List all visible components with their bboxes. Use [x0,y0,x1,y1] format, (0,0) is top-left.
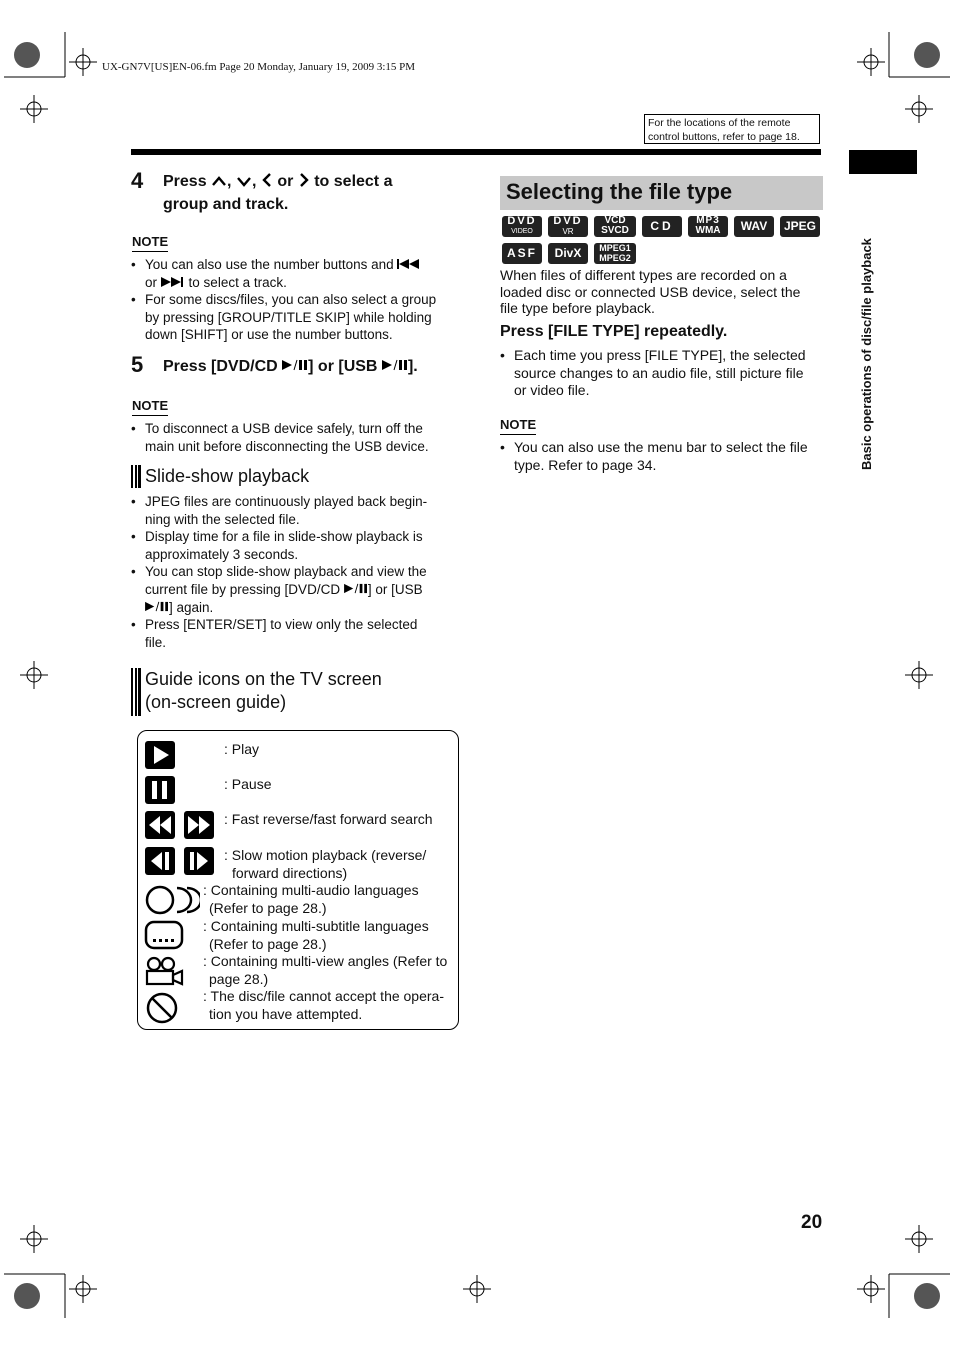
asf-badge: ASF [502,243,542,264]
page-number: 20 [801,1212,823,1233]
list-text: Display time for a file in slide-show playback is [145,529,423,545]
ref-line: For the locations of the remote [648,117,791,129]
badge-text: VR [562,227,574,236]
subtitle-icon [144,920,186,950]
divx-badge: DivX [548,243,588,264]
step-text: Press [DVD/CD [163,358,278,375]
guide-text-line: : Containing multi-view angles (Refer to [203,953,448,969]
note-text: You can also use the menu bar to select the file [514,439,808,455]
badge-text: MPEG1 [599,243,631,253]
list-text: ] again. [169,599,214,615]
step-text: ] or [USB [308,358,378,375]
step-4-text [163,170,463,216]
note-heading: NOTE [132,234,168,252]
step-text: to select a [314,173,393,190]
guide-text-line: : The disc/file cannot accept the opera- [203,988,444,1004]
heading-bars [131,668,141,716]
skip-back-icon [397,259,421,269]
list-item [131,616,461,651]
wav-badge: WAV [734,216,774,237]
note-text: You can also use the number buttons and [145,257,394,272]
remote-reference-box [644,114,820,144]
heading-bars [131,465,141,488]
jpeg-badge: JPEG [780,216,820,237]
list-text: You can stop slide-show playback and view the [145,564,427,580]
guide-text: : Play [224,741,260,757]
play-pause-icon [145,601,169,612]
dvd-video-badge [502,216,542,237]
fast-forward-icon [183,810,217,840]
section-heading [131,465,309,488]
guide-text-line: forward directions) [232,864,348,881]
badge-text: SVCD [601,225,629,236]
play-pause-icon [344,583,368,594]
guide-text [203,953,447,988]
note-text: type. Refer to page 34. [514,456,657,473]
note-text: by pressing [GROUP/TITLE SKIP] while holding [145,309,432,325]
mp3-badge [688,216,728,237]
side-tab-label-wrap [859,180,881,470]
slow-reverse-icon [144,846,178,876]
note-text: to select a track. [188,274,287,290]
list-text: JPEG files are continuously played back begin- [145,494,428,509]
slideshow-list [131,493,461,651]
up-arrow-icon [211,175,227,187]
badge-text: DVD [507,215,537,227]
left-arrow-icon [261,172,273,188]
dvd-vr-badge [548,216,588,237]
guide-text [203,988,444,1023]
list-item [131,563,461,616]
guide-text-line: (Refer to page 28.) [209,935,327,952]
slow-forward-icon [183,846,217,876]
guide-text-line: page 28.) [209,970,269,987]
guide-text [224,847,426,882]
list-text: or video file. [514,382,590,398]
list-item [131,528,461,563]
list-text: source changes to an audio file, still picture file [514,364,804,381]
intro-text: file type before playback. [500,300,655,316]
file-type-badges [500,216,823,266]
note-item [500,439,830,474]
side-tab-marker [849,150,917,174]
heading-text: (on-screen guide) [145,692,287,712]
guide-text: : Fast reverse/fast forward search [224,811,433,827]
cd-badge: CD [642,216,682,237]
guide-text-line: : Slow motion playback (reverse/ [224,847,427,863]
intro-text: When files of different types are recorded on a [500,267,787,283]
step-text: ]. [407,358,418,375]
top-rule [131,149,821,155]
note-item [131,420,461,455]
list-item [131,493,461,528]
vcd-badge [594,216,636,237]
filetype-heading: Selecting the file type [500,176,823,210]
comma: , [251,173,257,190]
comma: , [227,173,232,190]
guide-text-line: : Containing multi-audio languages [203,882,419,898]
guide-text-line: : Containing multi-subtitle languages [203,918,429,934]
list-text: approximately 3 seconds. [145,546,299,562]
step-text: or [277,173,294,190]
mpeg-badge [594,243,636,264]
guide-icons-box [137,730,459,1030]
guide-text-line: (Refer to page 28.) [209,899,327,916]
down-arrow-icon [236,175,252,187]
guide-text: : Pause [224,776,272,792]
note-text: down [SHIFT] or use the number buttons. [145,327,393,343]
side-tab-label: Basic operations of disc/file playback [859,238,874,470]
filetype-intro [500,267,830,317]
list-text: Press [ENTER/SET] to view only the selected [145,617,418,633]
badge-text: MPEG2 [599,253,631,263]
heading-text: Guide icons on the TV screen [145,669,382,689]
step-number: 5 [131,352,144,377]
pause-icon [144,775,178,805]
play-pause-icon [282,359,308,371]
guide-text [203,882,419,917]
note-item [131,291,461,344]
fast-reverse-icon [144,810,178,840]
skip-forward-icon [161,277,185,287]
step-text: group and track. [163,196,289,213]
play-pause-icon [382,359,408,371]
press-file-type-instruction: Press [FILE TYPE] repeatedly. [500,323,728,340]
note-text: To disconnect a USB device safely, turn off the [145,421,423,436]
right-arrow-icon [298,172,310,188]
note-item [131,256,461,291]
list-text: current file by pressing [DVD/CD [145,581,341,597]
guide-text-line: tion you have attempted. [209,1005,363,1022]
list-text: file. [145,634,167,650]
note-list [131,256,461,344]
camera-angle-icon [144,956,186,986]
prohibited-icon [144,991,180,1025]
list-text: Each time you press [FILE TYPE], the selected [514,347,806,363]
step-text: Press [163,173,207,190]
note-list [131,420,461,455]
list-text: ning with the selected file. [145,511,300,527]
badge-text: VIDEO [511,228,533,235]
filetype-list [500,347,830,400]
section-heading [131,668,382,716]
note-list [500,439,830,474]
step-number: 4 [131,168,144,193]
note-text: or [145,274,158,290]
note-text: main unit before disconnecting the USB device. [145,438,429,454]
multi-audio-icon [144,885,200,915]
guide-text [203,918,429,953]
step-5-text [163,355,463,378]
intro-text: loaded disc or connected USB device, select the [500,283,801,300]
note-heading: NOTE [500,417,536,435]
note-heading: NOTE [132,398,168,416]
note-text: For some discs/files, you can also select a group [145,292,437,308]
ref-line: control buttons, refer to page 18. [648,131,800,143]
badge-text: MP3 [696,215,720,226]
list-text: ] or [USB [367,581,423,597]
badge-text: VCD [604,215,626,226]
play-icon [144,740,178,770]
badge-text: WMA [695,225,721,236]
file-info-header: UX-GN7V[US]EN-06.fm Page 20 Monday, January 19, 2009 3:15 PM [102,61,416,73]
list-item [500,347,830,400]
badge-text: DVD [553,215,583,227]
heading-text: Slide-show playback [145,466,310,486]
